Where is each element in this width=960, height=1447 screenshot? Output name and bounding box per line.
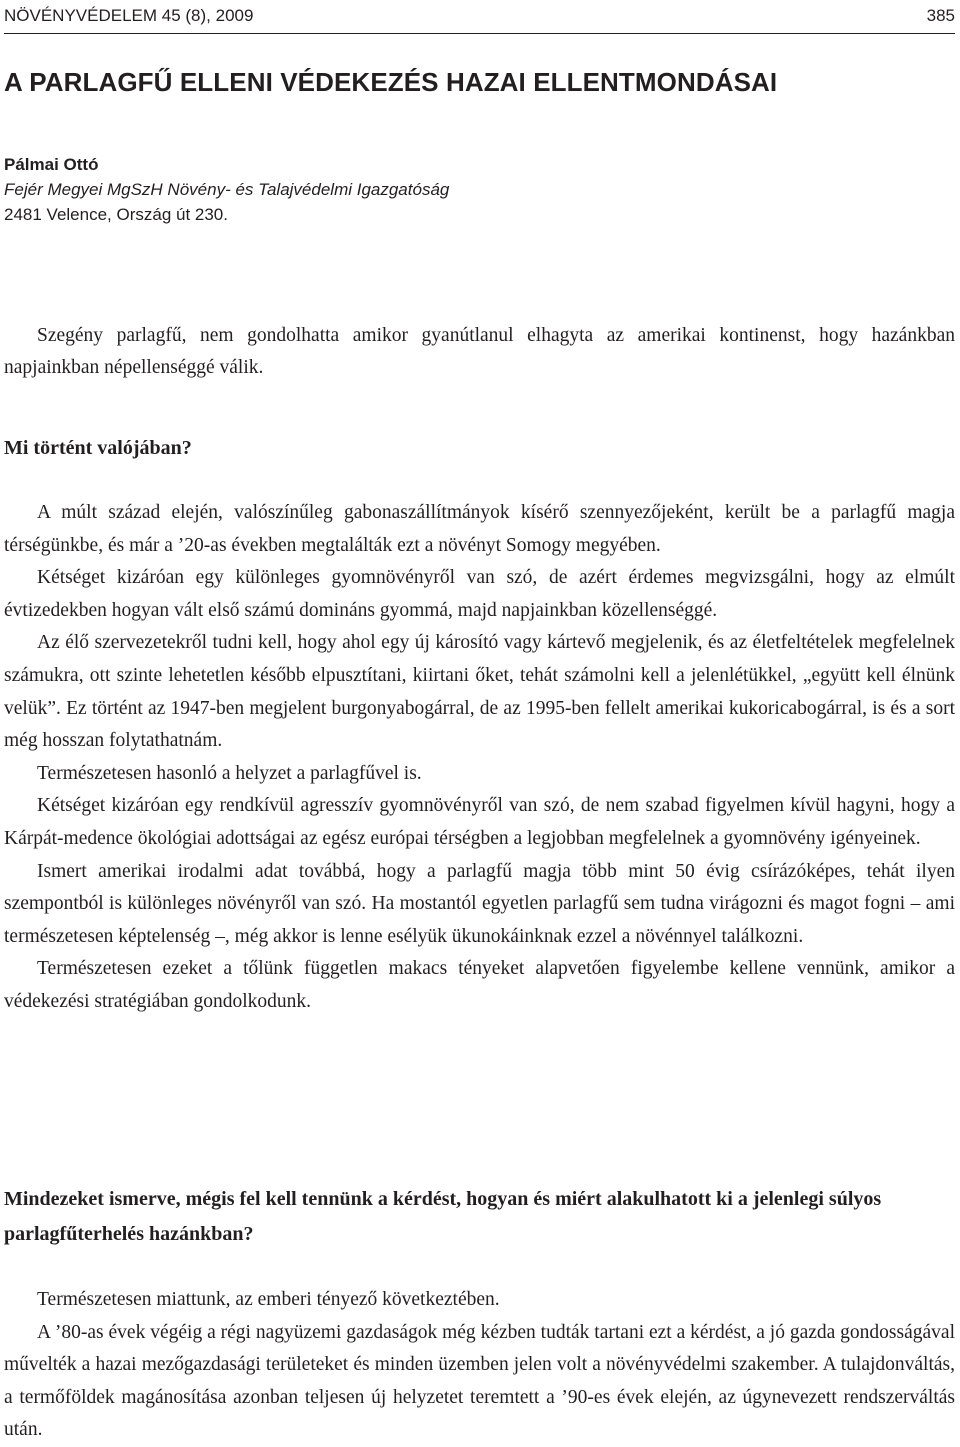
journal-citation: NÖVÉNYVÉDELEM 45 (8), 2009 [4,6,254,25]
author-address: 2481 Velence, Ország út 230. [4,205,228,224]
paragraph: A ’80-as évek végéig a régi nagyüzemi gazdaságok még kézben tudták tartani ezt a kérdést, a jó gazda gondosságával művelték a hazai mezőgazdasági területeket és minden üzemben jelen volt a növényvédelmi szakember. A tulajdonváltás, a termőföldek magánosítása azonban teljesen új helyzetet teremtett a ’90-es évek elején, az úgynevezett rendszerváltás után. [4,1321,955,1441]
running-header [4,4,955,28]
section-body [4,497,955,1019]
section-heading: Mi történt valójában? [4,437,192,459]
paragraph: Kétséget kizáróan egy különleges gyomnövényről van szó, de azért érdemes megvizsgálni, hogy az elmúlt évtizedekben hogyan vált első számú domináns gyommá, majd napjainkban közellenséggé. [4,567,955,621]
section-body [4,1284,955,1447]
question-heading: Mindezeket ismerve, mégis fel kell tennünk a kérdést, hogyan és miért alakulhatott ki a jelenlegi súlyos parlagfűterhelés hazánkban? [4,1188,882,1245]
article-title: A PARLAGFŰ ELLENI VÉDEKEZÉS HAZAI ELLENTMONDÁSAI [4,67,778,97]
paragraph: Az élő szervezetekről tudni kell, hogy ahol egy új károsító vagy kártevő megjelenik, és az életfeltételek megfelelnek számukra, ott szinte lehetetlen később elpusztítani, kiirtani őket, tehát számolni kell a jelenlétükkel, „együtt kell élnünk velük”. Ez történt az 1947-ben megjelent burgonyabogárral, de az 1995-ben fellelt amerikai kukoricabogárral, is és a sort még hosszan folytathatnám. [4,632,955,752]
author-name: Pálmai Ottó [4,155,99,174]
page-number: 385 [926,6,955,25]
paragraph: Természetesen miattunk, az emberi tényező következtében. [37,1289,500,1310]
paragraph: A múlt század elején, valószínűleg gabonaszállítmányok kísérő szennyezőjeként, került be a parlagfű magja térségünkbe, és már a ’20-as években megtalálták ezt a növényt Somogy megyében. [4,502,955,556]
author-block [4,152,449,227]
paragraph: Ismert amerikai irodalmi adat továbbá, hogy a parlagfű magja több mint 50 évig csírázóképes, tehát ilyen szempontból is különleges növényről van szó. Ha mostantól egyetlen parlagfű sem tudna virágozni és magot fogni – ami természetesen képtelenség –, még akkor is lenne esélyük ükunokáinknak ezzel a növénnyel találkozni. [4,860,955,947]
paragraph: Természetesen hasonló a helyzet a parlagfűvel is. [37,762,422,784]
header-divider [4,33,955,34]
intro-paragraph: Szegény parlagfű, nem gondolhatta amikor gyanútlanul elhagyta az amerikai kontinenst, hogy hazánkban napjainkban népellenséggé válik. [4,325,955,378]
paragraph: Természetesen ezeket a tőlünk független makacs tényeket alapvetően figyelembe kellene vennünk, amikor a védekezési stratégiában gondolkodunk. [4,958,955,1012]
author-affiliation: Fejér Megyei MgSzH Növény- és Talajvédelmi Igazgatóság [4,180,450,199]
paragraph: Kétséget kizáróan egy rendkívül agresszív gyomnövényről van szó, de nem szabad figyelmen kívül hagyni, hogy a Kárpát-medence ökológiai adottságai az egész európai térségben a legjobban megfelelnek a gyomnövény igényeinek. [4,795,955,849]
